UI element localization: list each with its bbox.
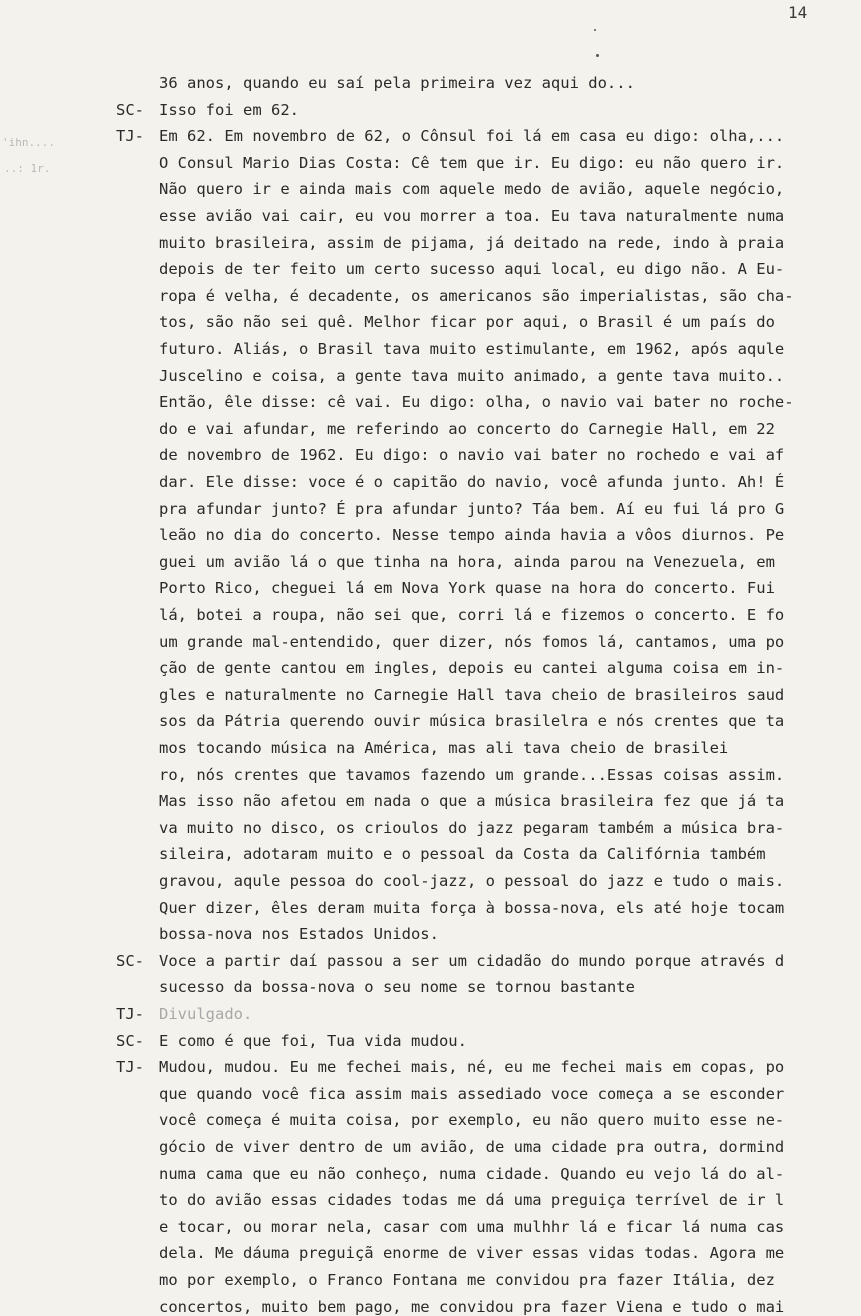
transcript-line: Mas isso não afetou em nada o que a música brasileira fez que já ta — [159, 792, 785, 811]
transcript-line: ção de gente cantou em ingles, depois eu cantei alguma coisa em in- — [159, 659, 785, 678]
transcript-line: futuro. Aliás, o Brasil tava muito estimulante, em 1962, após aqule — [159, 340, 785, 358]
transcript-line: mos tocando música na América, mas ali tava cheio de brasilei — [159, 739, 729, 757]
transcript-line: do e vai afundar, me referindo ao concerto do Carnegie Hall, em 22 — [159, 419, 775, 438]
transcript-line: O Consul Mario Dias Costa: Cê tem que ir. Eu digo: eu não quero ir. — [159, 153, 785, 172]
transcript-line: lá, botei a roupa, não sei que, corri lá e fizemos o concerto. E fo — [159, 606, 785, 624]
speaker-label: SC- — [116, 100, 144, 119]
transcript-line: gravou, aqule pessoa do cool-jazz, o pessoal do jazz e tudo o mais. — [159, 872, 785, 890]
transcript-line: Porto Rico, cheguei lá em Nova York quase na hora do concerto. Fui — [159, 579, 775, 598]
transcript-line: Não quero ir e ainda mais com aquele medo de avião, aquele negócio, — [159, 180, 785, 199]
transcript-line: gles e naturalmente no Carnegie Hall tava cheio de brasileiros saud — [159, 685, 785, 704]
transcript-line: ropa é velha, é decadente, os americanos são imperialistas, são cha- — [159, 286, 794, 305]
transcript-line: to do avião essas cidades todas me dá uma preguiça terrível de ir l — [159, 1191, 785, 1210]
margin-note: 'ihn.... — [2, 136, 55, 149]
margin-note: ..: 1r. — [4, 162, 51, 175]
speaker-label: SC- — [116, 951, 144, 970]
transcript-line: guei um avião lá o que tinha na hora, ainda parou na Venezuela, em — [159, 552, 775, 571]
transcript-line: depois de ter feito um certo sucesso aqui local, eu digo não. A Eu- — [159, 260, 785, 279]
transcript-line: ro, nós crentes que tavamos fazendo um grande...Essas coisas assim. — [159, 765, 785, 784]
transcript-line: e tocar, ou morar nela, casar com uma mulhhr lá e ficar lá numa cas — [159, 1217, 785, 1236]
transcript-line: Em 62. Em novembro de 62, o Cônsul foi lá em casa eu digo: olha,... — [159, 127, 785, 146]
transcript-line: gócio de viver dentro de um avião, de uma cidade pra outra, dormind — [159, 1138, 785, 1156]
transcript-line: sos da Pátria querendo ouvir música brasilelra e nós crentes que ta — [159, 712, 785, 731]
speaker-label: SC- — [116, 1031, 144, 1050]
speaker-label: TJ- — [116, 1058, 144, 1077]
transcript-line: sileira, adotaram muito e o pessoal da Costa da Califórnia também — [159, 845, 766, 864]
transcript-line: que quando você fica assim mais assediado voce começa a se esconder — [159, 1084, 785, 1103]
transcript-line: Então, êle disse: cê vai. Eu digo: olha, o navio vai bater no roche- — [159, 393, 794, 412]
transcript-line: Isso foi em 62. — [159, 100, 299, 119]
transcript-line: numa cama que eu não conheço, numa cidade. Quando eu vejo lá do al- — [159, 1164, 785, 1183]
transcript-line: Divulgado. — [159, 1005, 253, 1023]
transcript-line: mo por exemplo, o Franco Fontana me convidou pra fazer Itália, dez — [159, 1271, 775, 1289]
transcript-line: E como é que foi, Tua vida mudou. — [159, 1031, 467, 1050]
transcript-line: Voce a partir daí passou a ser um cidadão do mundo porque através d — [159, 951, 785, 970]
page-number: 14 — [788, 3, 808, 22]
transcript-line: dela. Me dáuma preguiçã enorme de viver essas vidas todas. Agora me — [159, 1244, 785, 1263]
transcript-line: um grande mal-entendido, quer dizer, nós fomos lá, cantamos, uma po — [159, 632, 785, 651]
transcript-line: sucesso da bossa-nova o seu nome se tornou bastante — [159, 978, 635, 997]
transcript-line: leão no dia do concerto. Nesse tempo ainda havia a vôos diurnos. Pe — [159, 526, 785, 545]
transcript-line: Mudou, mudou. Eu me fechei mais, né, eu me fechei mais em copas, po — [159, 1058, 785, 1077]
speaker-label: TJ- — [116, 1005, 144, 1023]
transcript-line: você começa é muita coisa, por exemplo, eu não quero muito esse ne- — [159, 1111, 785, 1130]
ink-dot — [596, 54, 599, 57]
transcript-line: pra afundar junto? É pra afundar junto? Táa bem. Aí eu fui lá pro G — [159, 499, 785, 518]
transcript-line: concertos, muito bem pago, me convidou pra fazer Viena e tudo o mai — [159, 1297, 785, 1316]
transcript-line: muito brasileira, assim de pijama, já deitado na rede, indo à praia — [159, 233, 785, 252]
transcript-line: va muito no disco, os crioulos do jazz pegaram também a música bra- — [159, 818, 785, 837]
transcript-line: de novembro de 1962. Eu digo: o navio vai bater no rochedo e vai af — [159, 446, 785, 465]
transcript-line: tos, são não sei quê. Melhor ficar por aqui, o Brasil é um país do — [159, 313, 775, 332]
speaker-label: TJ- — [116, 127, 144, 146]
ink-dot — [594, 29, 596, 31]
transcript-line: esse avião vai cair, eu vou morrer a toa. Eu tava naturalmente numa — [159, 207, 785, 225]
transcript-line: Quer dizer, êles deram muita força à bossa-nova, els até hoje tocam — [159, 898, 785, 917]
transcript-line: 36 anos, quando eu saí pela primeira vez aqui do... — [159, 74, 635, 92]
transcript-line: Juscelino e coisa, a gente tava muito animado, a gente tava muito.. — [159, 366, 785, 385]
transcript-line: dar. Ele disse: voce é o capitão do navio, você afunda junto. Ah! É — [159, 473, 785, 491]
transcript-line: bossa-nova nos Estados Unidos. — [159, 925, 439, 944]
